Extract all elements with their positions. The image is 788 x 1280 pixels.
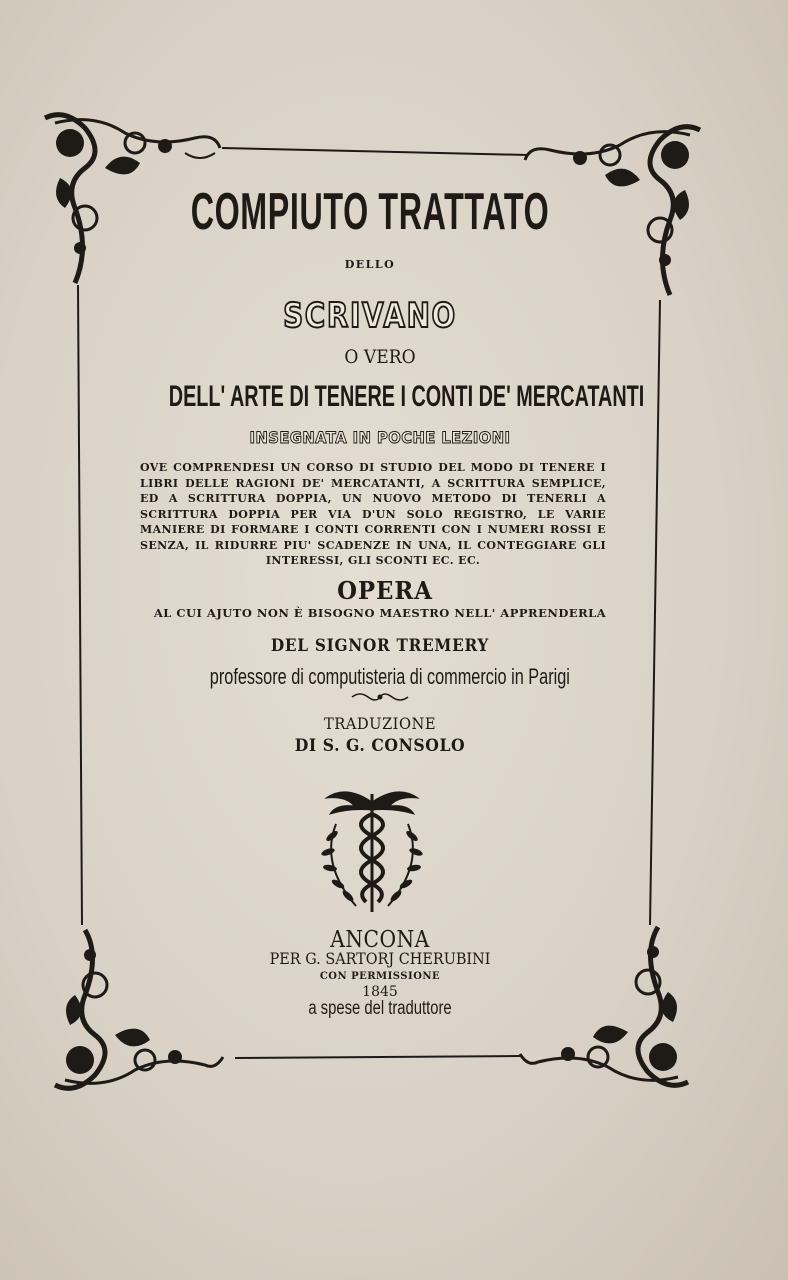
insegnata-text: INSEGNATA IN POCHE LEZIONI — [249, 428, 511, 447]
author-line: DEL SIGNOR TREMERY — [270, 636, 490, 656]
dello-text: DELLO — [344, 258, 396, 271]
publication-year: 1845 — [362, 984, 398, 1000]
corner-ornament-icon — [520, 927, 688, 1085]
small-ornament-icon — [350, 691, 410, 703]
book-subtitle: DELL' ARTE DI TENERE I CONTI DE' MERCATANTI — [168, 380, 645, 413]
expense-line: a spese del traduttore — [308, 998, 452, 1019]
translator-line: DI S. G. CONSOLO — [294, 736, 466, 756]
permission-line: CON PERMISSIONE — [319, 971, 441, 982]
city-name: ANCONA — [330, 927, 430, 953]
printer-line: PER G. SARTORJ CHERUBINI — [269, 949, 491, 968]
scrivano-text: SCRIVANO — [283, 296, 457, 336]
o-vero-text: O VERO — [344, 346, 416, 368]
description-paragraph: OVE COMPRENDESI UN CORSO DI STUDIO DEL MODO DI TENERE I LIBRI DELLE RAGIONI DE' MERCATANTI, A SCRITTURA SEMPLICE, ED A SCRITTURA DOPPIA, UN NUOVO METODO DI TENERLI A SCRITTURA DOPPIA PER VIA D'UN SOLO REGISTRO, LE VARIE MANIERE DI FORMARE I CONTI CORRENTI CON I NUMERI ROSSI E SENZA, IL RIDURRE PIU' SCADENZE IN UNA, IL CONTEGGIARE GLI INTERESSI, GLI SCONTI EC. EC. — [140, 461, 606, 567]
caduceus-emblem-icon — [316, 784, 428, 914]
corner-ornament-icon — [55, 930, 223, 1088]
traduzione-label: TRADUZIONE — [323, 714, 437, 733]
opera-text: OPERA — [337, 576, 433, 605]
al-cui-text: AL CUI AJUTO NON È BISOGNO MAESTRO NELL' APPRENDERLA — [153, 606, 607, 620]
author-description: professore di computisteria di commercio in Parigi — [209, 664, 570, 689]
book-title: COMPIUTO TRATTATO — [190, 183, 550, 241]
